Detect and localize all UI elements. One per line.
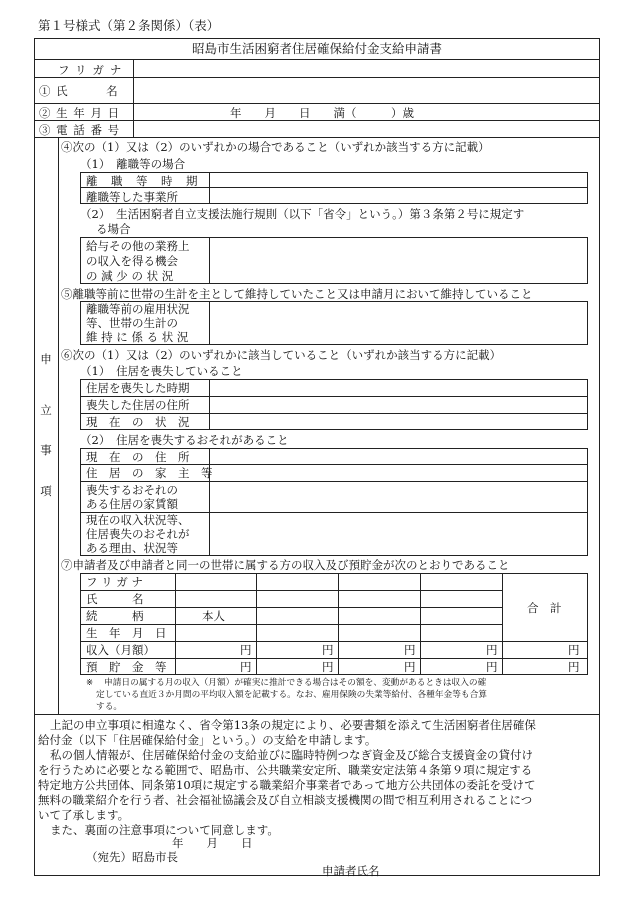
table-rule [80, 641, 588, 642]
table-rule [338, 573, 339, 675]
table-rule [80, 590, 502, 591]
section7-row-labels-3: 生 年 月 日 [86, 626, 167, 640]
lost-address-field[interactable] [210, 397, 587, 413]
section6-sub2-row-reason-0: 現在の収入状況等、 [86, 513, 190, 527]
current-status-field[interactable] [210, 414, 587, 429]
table-rule [175, 573, 176, 675]
separation-employer-label: 離職等した事業所 [86, 190, 178, 204]
separation-date-label: 離 職 等 時 期 [86, 174, 199, 188]
table-rule [80, 624, 502, 625]
income-reduction-field[interactable] [210, 238, 587, 283]
form-title: 昭島市生活困窮者住居確保給付金支給申請書 [34, 38, 600, 60]
declaration-p2-3: 無料の職業紹介を行う者、社会福祉協議会及び自立相談支援機関の間で相互利用されることにつ [38, 793, 533, 807]
section-5-heading: ⑤離職等前に世帯の生計を主として維持していたこと又は申請月において維持していること [61, 287, 533, 301]
landlord-field[interactable] [210, 465, 587, 481]
table-rule [420, 573, 421, 675]
section7-row-labels-2: 続 柄 [86, 609, 144, 623]
declaration-p2-0: 私の個人情報が、住居確保給付金の支給並びに臨時特例つなぎ資金及び総合支援資金の貸付け [50, 748, 533, 762]
section7-yen: 円 [568, 643, 580, 657]
rent-field[interactable] [210, 482, 587, 512]
section5-row-1: 等、世帯の生計の [86, 316, 178, 330]
total-label: 合 計 [527, 601, 562, 615]
relation-self: 本人 [202, 609, 225, 623]
separation-employer-field[interactable] [210, 188, 587, 203]
declaration-p2-1: を行うために必要となる範囲で、昭島市、公共職業安定所、職業安定法第４条第９項に規定する [38, 763, 533, 777]
section-6-heading: ⑥次の（1）又は（2）のいずれかに該当していること（いずれか該当する方に記載） [61, 348, 502, 362]
section7-yen: 円 [404, 643, 416, 657]
form-id: 第１号様式（第２条関係）（表） [38, 18, 220, 33]
section6-sub2-row-loss-1: ある住居の家賃額 [86, 497, 178, 511]
declaration-p1-1: 給付金（以下「住居確保給付金」という。）の支給を申請します。 [38, 733, 377, 747]
section7-yen: 円 [322, 643, 334, 657]
section-6-sub2: （2） 住居を喪失するおそれがあること [80, 433, 289, 447]
consent-text: また、裏面の注意事項について同意します。 [50, 823, 279, 837]
table-rule [80, 658, 588, 659]
section6-sub2-rows-single-1: 住 居 の 家 主 等 [86, 466, 213, 480]
application-date: 年 月 日 [172, 836, 253, 850]
table-rule [34, 103, 600, 104]
table-rule [80, 607, 502, 608]
housing-loss-date-field[interactable] [210, 380, 587, 396]
table-rule [58, 137, 59, 714]
section7-row-labels-4: 収入（月額） [86, 643, 155, 657]
section-7-heading: ⑦申請者及び申請者と同一の世帯に属する方の収入及び預貯金が次のとおりであること [61, 558, 510, 572]
note-line-3: する。 [96, 702, 123, 712]
section4-sub2-row-0: 給与その他の業務上 [86, 239, 190, 253]
table-rule [256, 573, 257, 675]
current-address-field[interactable] [210, 449, 587, 464]
section7-row-labels-1: 氏 名 [86, 592, 144, 606]
section4-sub2-row-2: の 減 少 の 状 況 [86, 269, 174, 283]
section5-row-2: 維 持 に 係 る 状 況 [86, 330, 189, 344]
side-label-3: 項 [40, 484, 52, 498]
birthdate-value: 年 月 日 満（ ）歳 [230, 106, 414, 120]
side-label-1: 立 [40, 403, 52, 417]
section6-sub1-rows-0: 住居を喪失した時期 [86, 381, 190, 395]
section7-yen: 円 [404, 660, 416, 674]
section7-row-labels-0: フ リ ガ ナ [86, 575, 143, 589]
section6-sub2-row-reason-2: ある理由、状況等 [86, 541, 178, 555]
section5-row-0: 離職等前の雇用状況 [86, 302, 190, 316]
section4-sub2-row-1: の収入を得る機会 [86, 254, 178, 268]
declaration-p2-2: 特定地方公共団体、同条第10項に規定する職業紹介事業者であって地方公共団体の委託を受けて [38, 778, 536, 792]
risk-reason-field[interactable] [210, 513, 587, 555]
phone-field[interactable] [134, 121, 599, 137]
table-rule [34, 714, 600, 715]
section7-yen: 円 [240, 660, 252, 674]
section-4-sub2-line2: る場合 [96, 222, 131, 236]
note-line-1: 申請日の属する月の収入（月額）が確実に推計できる場合はその額を、変動があるときは収入の確 [104, 678, 487, 688]
section7-row-labels-5: 預 貯 金 等 [86, 660, 167, 674]
furigana-field[interactable] [134, 61, 599, 77]
declaration-p2-4: いて了承します。 [38, 808, 130, 822]
separation-date-field[interactable] [210, 173, 587, 187]
signature-field[interactable] [390, 861, 590, 875]
table-rule [502, 573, 503, 675]
section6-sub2-rows-single-0: 現 在 の 住 所 [86, 450, 190, 464]
section7-yen: 円 [486, 643, 498, 657]
note-mark: ※ [86, 678, 94, 688]
phone-label: ③ 電 話 番 号 [39, 123, 121, 137]
section6-sub2-row-loss-0: 喪失するおそれの [86, 483, 178, 497]
section6-sub2-row-reason-1: 住居喪失のおそれが [86, 527, 190, 541]
section-6-sub1: （1） 住居を喪失していること [80, 364, 243, 378]
section-4-sub1: （1） 離職等の場合 [80, 157, 186, 171]
side-label-0: 申 [40, 352, 52, 366]
section7-yen: 円 [486, 660, 498, 674]
side-label-2: 事 [40, 443, 52, 457]
name-field[interactable] [134, 78, 599, 103]
addressee: （宛先）昭島市長 [86, 850, 178, 864]
furigana-label: フリガナ [58, 63, 128, 77]
signature-label: 申請者氏名 [322, 864, 380, 878]
section-4-heading: ④次の（1）又は（2）のいずれかの場合であること（いずれか該当する方に記載） [61, 140, 490, 154]
section7-yen: 円 [322, 660, 334, 674]
section-4-sub2-line1: （2） 生活困窮者自立支援法施行規則（以下「省令」という。）第３条第２号に規定す [80, 207, 525, 221]
section7-yen: 円 [568, 660, 580, 674]
section7-yen: 円 [240, 643, 252, 657]
birthdate-label: ② 生 年 月 日 [39, 106, 121, 120]
name-label: ① 氏 名 [39, 84, 119, 98]
declaration-p1-0: 上記の申立事項に相違なく、省令第13条の規定により、必要書類を添えて生活困窮者住居確保 [50, 718, 536, 732]
note-line-2: 定している直近３か月間の平均収入額を記載する。なお、雇用保険の失業等給付、各種年金等も合算 [96, 690, 487, 700]
section6-sub1-rows-1: 喪失した住居の住所 [86, 398, 190, 412]
section6-sub1-rows-2: 現 在 の 状 況 [86, 415, 190, 429]
household-support-field[interactable] [210, 302, 587, 344]
